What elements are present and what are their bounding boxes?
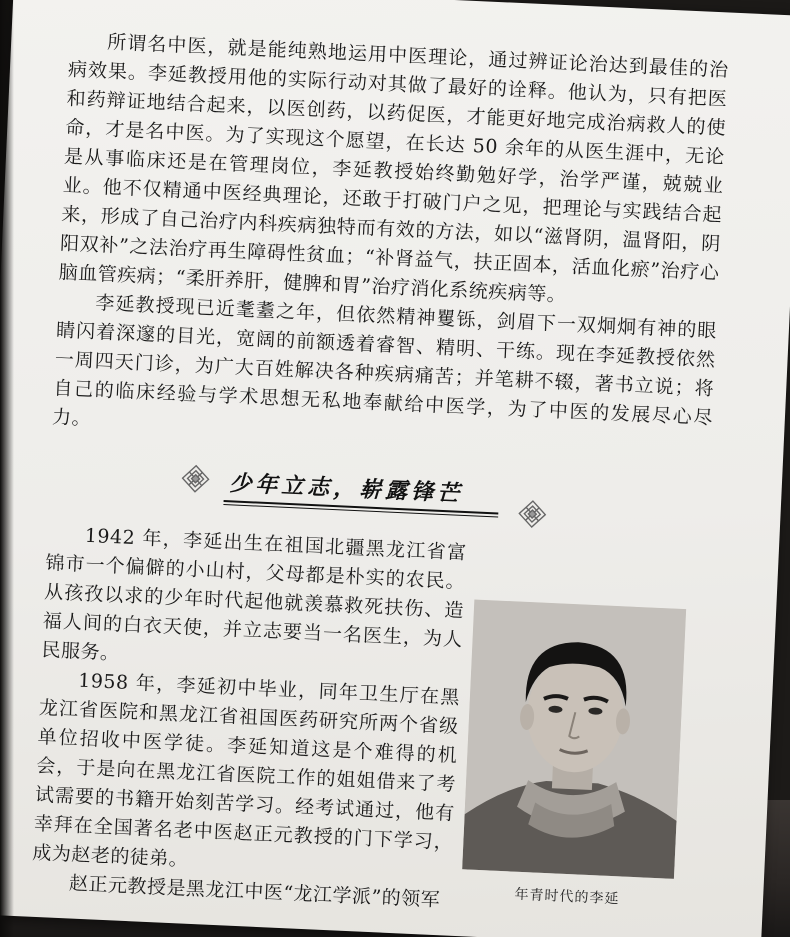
portrait-photo xyxy=(462,600,686,879)
diamond-lattice-icon xyxy=(518,499,547,528)
section-heading xyxy=(48,450,710,532)
portrait-figure xyxy=(461,600,686,911)
page-content xyxy=(30,27,729,927)
lower-text-column xyxy=(30,520,467,916)
lower-section xyxy=(30,520,706,927)
body-paragraph: 赵正元教授是黑龙江中医“龙江学派”的领军 xyxy=(68,872,441,912)
body-paragraph: 1942 年，李延出生在祖国北疆黑龙江省富锦市一个偏僻的小山村，父母都是朴实的农民。从孩孜以求的少年时代起他就羡慕救死扶伤、造福人间的白衣天使，并立志要当一名医生，为人民服务。 xyxy=(41,524,467,665)
photo-caption: 年青时代的李延 xyxy=(514,886,620,908)
body-paragraph: 1958 年，李延初中毕业，同年卫生厅在黑龙江省医院和黑龙江省祖国医药研究所两个省级单位招收中医学徒。李延知道这是个难得的机会，于是向在黑龙江省医院工作的姐姐借来了考试需要的书籍开始刻苦学习。经考试通过，他有幸拜在全国著名老中医赵正元教授的门下学习，成为赵老的徒弟。 xyxy=(31,669,461,871)
portrait-image xyxy=(462,600,686,879)
page-edge-shadow xyxy=(0,0,14,937)
body-paragraph: 李延教授现已近耄耋之年，但依然精神矍铄，剑眉下一双炯炯有神的眼睛闪着深邃的目光，宽阔的前额透着睿智、精明、干练。现在李延教授依然一周四天门诊，为广大百姓解决各种疾病痛苦；并笔耕不辍，著书立说；将自己的临床经验与学术思想无私地奉献给中医学，为了中医的发展尽心尽力。 xyxy=(51,292,718,430)
body-paragraph: 所谓名中医，就是能纯熟地运用中医理论，通过辨证论治达到最佳的治病效果。李延教授用他的实际行动对其做了最好的诠释。他认为，只有把医和药辩证地结合起来，以医创药，以药促医，才能更好地完成治病救人的使命，才是名中医。为了实现这个愿望，在长达 50 余年的从医生涯中，无论是从事临床还是在管理岗位，李延教授始终勤勉好学，治学严谨，兢兢业业。他不仅精通中医经典理论，还敢于打破门户之见，把理论与实践结合起来，形成了自己治疗内科疾病独特而有效的方法，如以“滋肾阴，温肾阳，阴阳双补”之法治疗再生障碍性贫血；“补肾益气，扶正固本，活血化瘀”治疗心脑血管疾病；“柔肝养肝，健脾和胃”治疗消化系统疾病等。 xyxy=(58,31,730,307)
section-title: 少年立志，崭露锋芒 xyxy=(228,471,464,507)
diamond-lattice-icon xyxy=(181,464,210,493)
